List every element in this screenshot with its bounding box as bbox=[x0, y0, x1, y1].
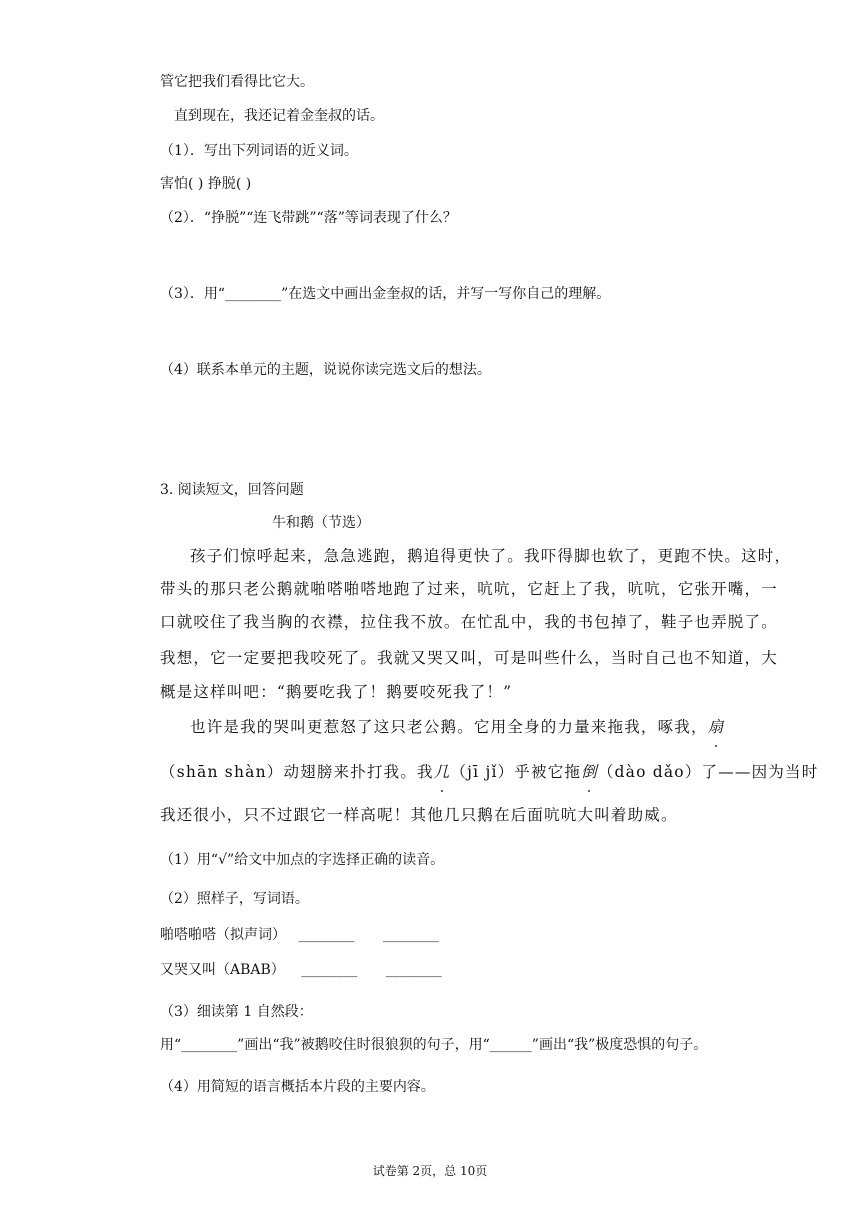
passage-line: 我还很小，只不过跟它一样高呢！其他几只鹅在后面吭吭大叫着助威。 bbox=[160, 806, 678, 824]
question-3-heading: 3. 阅读短文，回答问题 bbox=[160, 482, 304, 498]
page-footer: 试卷第 2页，总 10页 bbox=[372, 1164, 488, 1178]
example-2 bbox=[160, 960, 442, 980]
dotted-char: 扇 bbox=[707, 718, 725, 736]
example-label: 又哭又叫（ABAB） bbox=[160, 962, 285, 978]
passage-line: 口就咬住了我当胸的衣襟，拉住我不放。在忙乱中，我的书包掉了，鞋子也弄脱了。 bbox=[160, 613, 778, 631]
dotted-char: 几 bbox=[433, 763, 451, 781]
passage-line: 我想，它一定要把我咬死了。我就又哭又叫，可是叫些什么，当时自己也不知道，大 bbox=[160, 649, 778, 667]
blank: ________ bbox=[301, 962, 358, 978]
passage-line bbox=[190, 717, 724, 737]
passage-line: 概是这样叫吧：“鹅要吃我了！鹅要咬死我了！” bbox=[160, 683, 513, 701]
passage-text: （jī jǐ）乎被它拖 bbox=[450, 763, 582, 781]
passage-title: 牛和鹅（节选） bbox=[272, 515, 370, 531]
passage-line bbox=[160, 762, 818, 782]
passage-line: 直到现在，我还记着金奎叔的话。 bbox=[174, 108, 384, 124]
passage-text: 也许是我的哭叫更惹怒了这只老公鹅。它用全身的力量来拖我，啄我， bbox=[190, 718, 708, 736]
passage-line: 孩子们惊呼起来，急急逃跑，鹅追得更快了。我吓得脚也软了，更跑不快。这时， bbox=[190, 547, 792, 565]
question-3-2: （2）照样子，写词语。 bbox=[160, 891, 309, 907]
dotted-char: 倒 bbox=[581, 763, 598, 781]
example-label: 啪嗒啪嗒（拟声词） bbox=[160, 927, 286, 943]
question-2-1-words: 害怕( ) 挣脱( ) bbox=[160, 176, 252, 192]
question-3-1: （1）用“√”给文中加点的字选择正确的读音。 bbox=[160, 852, 445, 868]
example-1 bbox=[160, 925, 439, 945]
blank: ________ bbox=[382, 927, 439, 943]
question-2-3: （3）．用“________”在选文中画出金奎叔的话，并写一写你自己的理解。 bbox=[160, 286, 611, 302]
question-3-3: （3）细读第 1 自然段： bbox=[160, 1004, 313, 1020]
passage-line: 带头的那只老公鹅就啪嗒啪嗒地跑了过来，吭吭，它赶上了我，吭吭，它张开嘴，一 bbox=[160, 580, 778, 598]
question-2-1: （1）．写出下列词语的近义词。 bbox=[160, 143, 358, 159]
question-3-3-instruction: 用“________”画出“我”被鹅咬住时很狼狈的句子，用“______”画出“我”极度恐惧的句子。 bbox=[160, 1037, 708, 1053]
question-2-4: （4）联系本单元的主题，说说你读完选文后的想法。 bbox=[160, 362, 491, 378]
passage-text: （shān shàn）动翅膀来扑打我。我 bbox=[160, 763, 434, 781]
passage-text: （dào dǎo）了——因为当时 bbox=[597, 763, 819, 781]
blank: ________ bbox=[385, 962, 442, 978]
question-3-4: （4）用简短的语言概括本片段的主要内容。 bbox=[160, 1079, 435, 1095]
blank: ________ bbox=[298, 927, 355, 943]
question-2-2: （2）．“挣脱”“连飞带跳”“落”等词表现了什么？ bbox=[160, 210, 457, 226]
passage-line: 管它把我们看得比它大。 bbox=[160, 74, 314, 90]
